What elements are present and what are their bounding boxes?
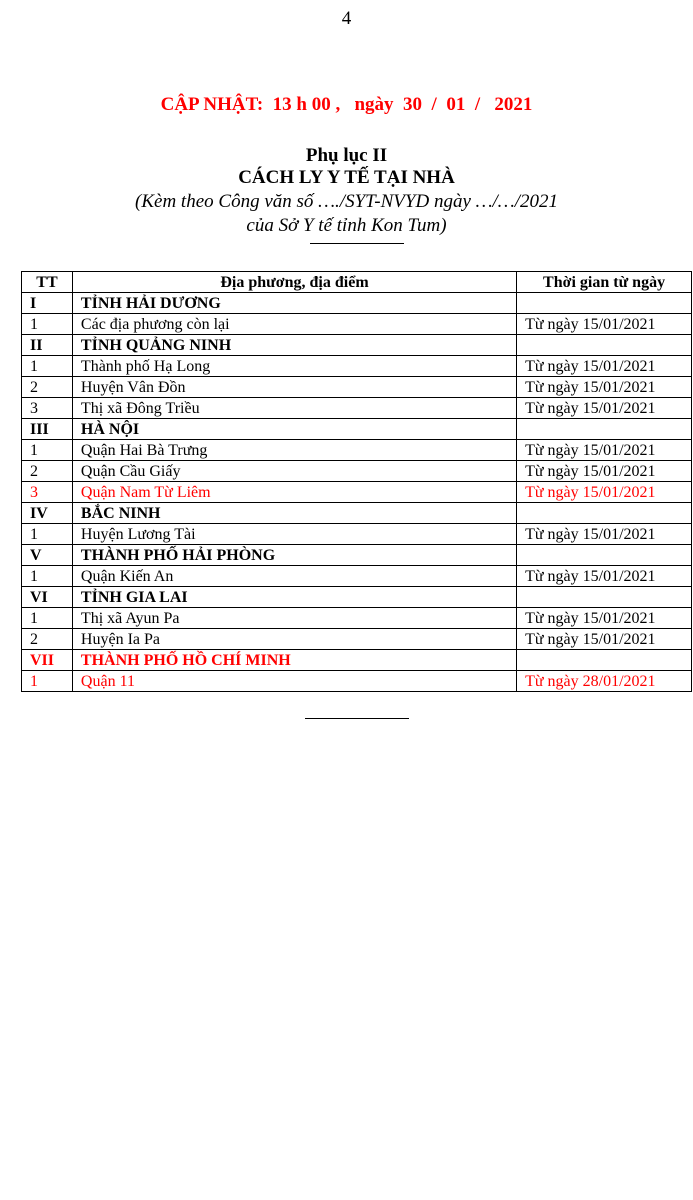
table-row [22,440,692,461]
row-date-cell [517,335,692,356]
subtitle-reference: (Kèm theo Công văn số …./SYT-NVYD ngày …/…/2021 [135,191,558,212]
row-date-cell: Từ ngày 28/01/2021 [517,671,692,692]
row-date-cell [517,650,692,671]
row-date-cell [517,419,692,440]
row-date-cell [517,503,692,524]
row-date-cell: Từ ngày 15/01/2021 [517,440,692,461]
quarantine-table [21,271,692,692]
row-location-cell: Quận Nam Từ Liêm [72,482,516,503]
table-row [22,482,692,503]
row-location-cell: BẮC NINH [72,503,516,524]
row-number-cell: I [22,293,73,314]
table-section-row [22,293,692,314]
row-date-cell: Từ ngày 15/01/2021 [517,461,692,482]
table-row [22,398,692,419]
table-section-row [22,587,692,608]
table-row [22,461,692,482]
row-number-cell: 3 [22,398,73,419]
table-row [22,608,692,629]
row-number-cell: VII [22,650,73,671]
row-number-cell: 1 [22,566,73,587]
table-section-row [22,545,692,566]
row-number-cell: V [22,545,73,566]
row-date-cell [517,293,692,314]
page-title: CÁCH LY Y TẾ TẠI NHÀ [238,167,455,188]
row-number-cell: IV [22,503,73,524]
row-number-cell: 1 [22,524,73,545]
subtitle-issuer: của Sở Y tế tỉnh Kon Tum) [246,215,447,236]
row-location-cell: TỈNH QUẢNG NINH [72,335,516,356]
table-row [22,377,692,398]
row-number-cell: 1 [22,671,73,692]
row-date-cell: Từ ngày 15/01/2021 [517,566,692,587]
header-tt: TT [22,272,73,293]
row-location-cell: THÀNH PHỐ HỒ CHÍ MINH [72,650,516,671]
table-section-row [22,335,692,356]
update-timestamp: CẬP NHẬT: 13 h 00 , ngày 30 / 01 / 2021 [160,94,533,115]
row-location-cell: Quận Cầu Giấy [72,461,516,482]
row-location-cell: Huyện Ia Pa [72,629,516,650]
row-number-cell: 2 [22,629,73,650]
row-location-cell: TỈNH GIA LAI [72,587,516,608]
appendix-label: Phụ lục II [305,145,388,166]
table-row [22,629,692,650]
row-number-cell: 1 [22,314,73,335]
header-date: Thời gian từ ngày [517,272,692,293]
page-number: 4 [341,8,352,29]
table-row [22,671,692,692]
row-location-cell: Thị xã Đông Triều [72,398,516,419]
row-number-cell: III [22,419,73,440]
row-location-cell: HÀ NỘI [72,419,516,440]
table-section-row [22,503,692,524]
row-date-cell: Từ ngày 15/01/2021 [517,482,692,503]
row-number-cell: 2 [22,377,73,398]
row-number-cell: 1 [22,440,73,461]
row-date-cell [517,545,692,566]
row-number-cell: 1 [22,608,73,629]
header-location: Địa phương, địa điểm [72,272,516,293]
row-location-cell: Quận 11 [72,671,516,692]
row-location-cell: Thành phố Hạ Long [72,356,516,377]
row-location-cell: Quận Kiến An [72,566,516,587]
row-date-cell: Từ ngày 15/01/2021 [517,398,692,419]
divider-bottom [305,718,409,719]
table-body [22,293,692,692]
table-row [22,356,692,377]
row-location-cell: Thị xã Ayun Pa [72,608,516,629]
row-number-cell: 1 [22,356,73,377]
table-section-row [22,419,692,440]
table-row [22,566,692,587]
table-row [22,314,692,335]
row-date-cell: Từ ngày 15/01/2021 [517,608,692,629]
row-date-cell: Từ ngày 15/01/2021 [517,629,692,650]
row-location-cell: Huyện Lương Tài [72,524,516,545]
table-header-row [22,272,692,293]
row-date-cell: Từ ngày 15/01/2021 [517,377,692,398]
row-location-cell: THÀNH PHỐ HẢI PHÒNG [72,545,516,566]
row-number-cell: 2 [22,461,73,482]
table-section-row [22,650,692,671]
row-date-cell [517,587,692,608]
row-date-cell: Từ ngày 15/01/2021 [517,524,692,545]
row-number-cell: 3 [22,482,73,503]
row-date-cell: Từ ngày 15/01/2021 [517,314,692,335]
row-location-cell: Quận Hai Bà Trưng [72,440,516,461]
row-date-cell: Từ ngày 15/01/2021 [517,356,692,377]
table-row [22,524,692,545]
divider-top [310,243,404,244]
row-location-cell: Huyện Vân Đồn [72,377,516,398]
row-location-cell: TỈNH HẢI DƯƠNG [72,293,516,314]
row-number-cell: II [22,335,73,356]
row-location-cell: Các địa phương còn lại [72,314,516,335]
row-number-cell: VI [22,587,73,608]
